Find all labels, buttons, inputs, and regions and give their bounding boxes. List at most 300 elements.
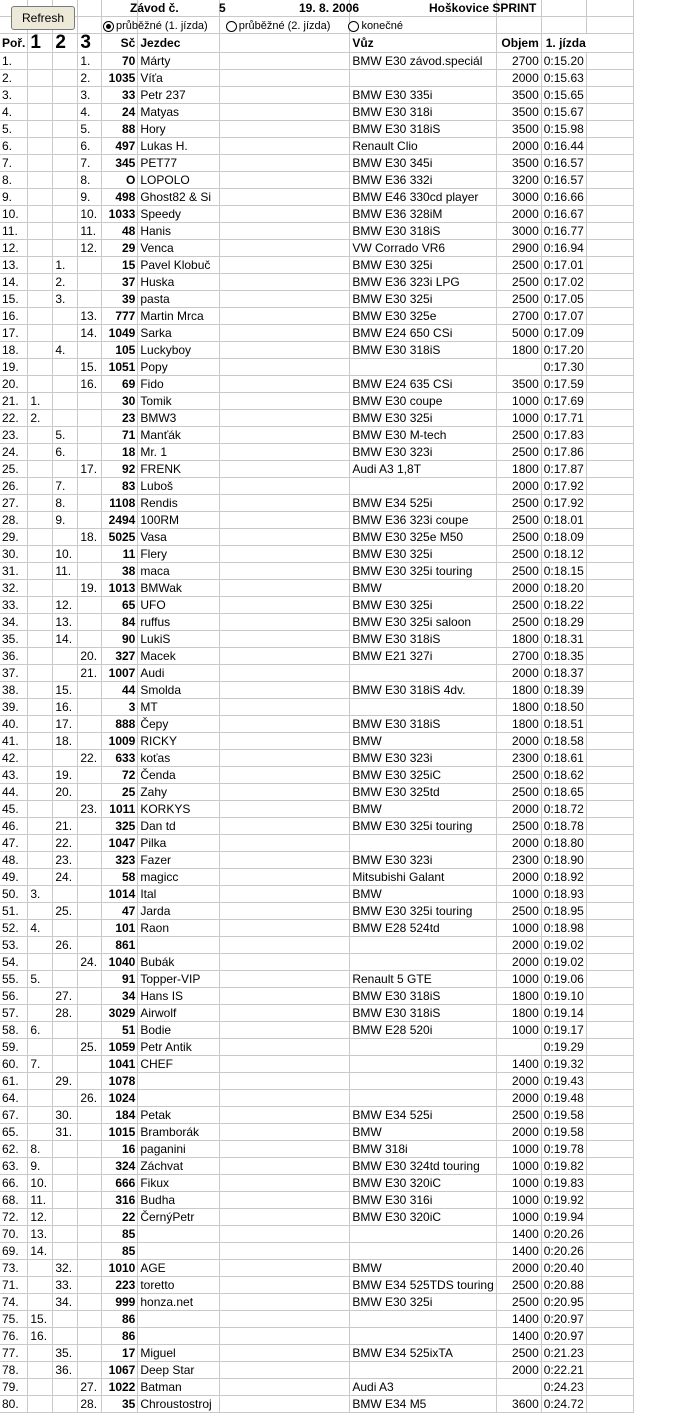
cell-driver: Bubák <box>138 954 220 971</box>
table-row <box>0 1124 633 1141</box>
cell-class1-rank <box>28 903 53 920</box>
cell-run1-time: 0:17.02 <box>541 274 586 291</box>
radio-run2[interactable] <box>226 18 331 34</box>
cell-engine-volume: 2500 <box>496 1345 541 1362</box>
cell-start-number: 3029 <box>102 1005 138 1022</box>
cell-spacer <box>220 1396 350 1413</box>
cell-class1-rank: 1. <box>28 393 53 410</box>
cell-class1-rank <box>28 172 53 189</box>
radio-checked-icon <box>103 21 114 32</box>
col-header-class-3: 3 <box>78 34 102 53</box>
cell-engine-volume: 1400 <box>496 1056 541 1073</box>
cell-class2-rank: 33. <box>53 1277 78 1294</box>
table-row <box>0 954 633 971</box>
cell-class3-rank: 22. <box>78 750 102 767</box>
cell-engine-volume: 2000 <box>496 1362 541 1379</box>
cell-class2-rank: 18. <box>53 733 78 750</box>
cell-position: 74. <box>0 1294 28 1311</box>
cell-position: 63. <box>0 1158 28 1175</box>
table-row <box>0 1294 633 1311</box>
table-row <box>0 869 633 886</box>
cell-driver: pasta <box>138 291 220 308</box>
cell-class3-rank <box>78 1311 102 1328</box>
cell-empty <box>586 597 633 614</box>
cell-engine-volume: 2000 <box>496 801 541 818</box>
cell-class1-rank <box>28 461 53 478</box>
cell-start-number: 105 <box>102 342 138 359</box>
cell-car <box>350 70 496 87</box>
cell-position: 29. <box>0 529 28 546</box>
cell-empty <box>586 835 633 852</box>
cell-spacer <box>220 53 350 70</box>
cell-class2-rank: 35. <box>53 1345 78 1362</box>
cell-driver: MT <box>138 699 220 716</box>
cell-spacer <box>220 784 350 801</box>
cell-class2-rank <box>53 410 78 427</box>
cell-class1-rank <box>28 206 53 223</box>
cell-run1-time: 0:16.57 <box>541 155 586 172</box>
cell-empty <box>586 1022 633 1039</box>
cell-start-number: 92 <box>102 461 138 478</box>
table-row <box>0 478 633 495</box>
cell-class2-rank: 31. <box>53 1124 78 1141</box>
cell-spacer <box>220 70 350 87</box>
cell-driver: Audi <box>138 665 220 682</box>
cell-driver <box>138 1328 220 1345</box>
cell-start-number: 1078 <box>102 1073 138 1090</box>
col-header-jizda: 1. jízda <box>541 34 633 53</box>
cell-class3-rank: 17. <box>78 461 102 478</box>
cell-engine-volume: 1000 <box>496 971 541 988</box>
cell-class3-rank: 1. <box>78 53 102 70</box>
cell-class1-rank <box>28 1090 53 1107</box>
cell-class1-rank <box>28 1039 53 1056</box>
cell-class1-rank: 11. <box>28 1192 53 1209</box>
cell-car: BMW E30 325i <box>350 257 496 274</box>
cell-car: BMW E30 325e <box>350 308 496 325</box>
cell-spacer <box>220 257 350 274</box>
cell-class1-rank <box>28 53 53 70</box>
table-row <box>0 835 633 852</box>
cell-spacer <box>220 1345 350 1362</box>
cell-position: 4. <box>0 104 28 121</box>
cell-car: BMW <box>350 801 496 818</box>
cell-car: Renault Clio <box>350 138 496 155</box>
cell-engine-volume: 2500 <box>496 427 541 444</box>
cell-empty <box>586 478 633 495</box>
cell-class3-rank <box>78 410 102 427</box>
cell-car: BMW E34 525i <box>350 1107 496 1124</box>
cell-empty <box>586 546 633 563</box>
cell-empty <box>586 189 633 206</box>
cell-position: 54. <box>0 954 28 971</box>
cell-class2-rank: 16. <box>53 699 78 716</box>
cell-class1-rank <box>28 444 53 461</box>
cell-car: BMW E30 325i <box>350 291 496 308</box>
cell-car: BMW E30 323i <box>350 852 496 869</box>
cell-spacer <box>220 121 350 138</box>
cell-position: 33. <box>0 597 28 614</box>
cell-empty <box>586 767 633 784</box>
cell-driver: LukiS <box>138 631 220 648</box>
cell-driver: paganini <box>138 1141 220 1158</box>
cell-position: 38. <box>0 682 28 699</box>
cell-class3-rank: 21. <box>78 665 102 682</box>
cell-class2-rank <box>53 87 78 104</box>
cell-class2-rank: 23. <box>53 852 78 869</box>
cell-class1-rank: 13. <box>28 1226 53 1243</box>
cell-run1-time: 0:19.32 <box>541 1056 586 1073</box>
cell-car <box>350 359 496 376</box>
cell-start-number: 497 <box>102 138 138 155</box>
table-row <box>0 257 633 274</box>
cell-spacer <box>220 274 350 291</box>
cell-class1-rank <box>28 580 53 597</box>
cell-run1-time: 0:19.17 <box>541 1022 586 1039</box>
refresh-button[interactable]: Refresh <box>11 6 75 30</box>
table-row <box>0 1379 633 1396</box>
cell-empty <box>586 1107 633 1124</box>
cell-class1-rank <box>28 1107 53 1124</box>
cell-class2-rank: 22. <box>53 835 78 852</box>
cell-position: 72. <box>0 1209 28 1226</box>
table-row <box>0 1192 633 1209</box>
cell-run1-time: 0:18.01 <box>541 512 586 529</box>
cell-class1-rank <box>28 750 53 767</box>
cell-empty <box>586 121 633 138</box>
cell-engine-volume: 2000 <box>496 954 541 971</box>
cell-empty <box>586 1277 633 1294</box>
cell-empty <box>586 410 633 427</box>
race-label: Závod č. <box>130 1 179 15</box>
cell-empty <box>586 376 633 393</box>
cell-class1-rank <box>28 138 53 155</box>
cell-empty <box>586 1328 633 1345</box>
cell-engine-volume: 1000 <box>496 1022 541 1039</box>
table-row <box>0 138 633 155</box>
cell-engine-volume: 1000 <box>496 393 541 410</box>
cell-car: BMW E36 323i LPG <box>350 274 496 291</box>
cell-class3-rank <box>78 563 102 580</box>
cell-run1-time: 0:18.93 <box>541 886 586 903</box>
cell-empty <box>586 903 633 920</box>
cell-class2-rank: 15. <box>53 682 78 699</box>
table-row <box>0 818 633 835</box>
cell-empty <box>586 1073 633 1090</box>
cell-class3-rank <box>78 1175 102 1192</box>
cell-class1-rank <box>28 665 53 682</box>
cell-run1-time: 0:17.20 <box>541 342 586 359</box>
cell-empty <box>586 784 633 801</box>
table-row <box>0 1277 633 1294</box>
cell-start-number: 91 <box>102 971 138 988</box>
cell-class2-rank <box>53 648 78 665</box>
cell-car <box>350 1073 496 1090</box>
cell-empty <box>586 257 633 274</box>
table-row <box>0 495 633 512</box>
cell-driver <box>138 1243 220 1260</box>
cell-class3-rank: 11. <box>78 223 102 240</box>
cell-engine-volume: 1000 <box>496 1158 541 1175</box>
cell-position: 6. <box>0 138 28 155</box>
cell-position: 64. <box>0 1090 28 1107</box>
cell-position: 14. <box>0 274 28 291</box>
cell-start-number: 71 <box>102 427 138 444</box>
cell-car: BMW E21 327i <box>350 648 496 665</box>
cell-engine-volume: 2500 <box>496 818 541 835</box>
cell-run1-time: 0:18.15 <box>541 563 586 580</box>
cell-run1-time: 0:24.72 <box>541 1396 586 1413</box>
cell-run1-time: 0:18.39 <box>541 682 586 699</box>
cell-car: BMW 318i <box>350 1141 496 1158</box>
cell-driver: Luckyboy <box>138 342 220 359</box>
cell-run1-time: 0:15.65 <box>541 87 586 104</box>
cell-engine-volume: 3500 <box>496 121 541 138</box>
cell-run1-time: 0:22.21 <box>541 1362 586 1379</box>
cell-start-number: 1007 <box>102 665 138 682</box>
cell-class1-rank <box>28 682 53 699</box>
cell-run1-time: 0:18.95 <box>541 903 586 920</box>
cell-engine-volume: 3500 <box>496 87 541 104</box>
cell-class2-rank <box>53 1192 78 1209</box>
cell-spacer <box>220 1226 350 1243</box>
cell-car: BMW E30 325i saloon <box>350 614 496 631</box>
cell-run1-time: 0:19.02 <box>541 937 586 954</box>
cell-run1-time: 0:17.87 <box>541 461 586 478</box>
cell-run1-time: 0:19.92 <box>541 1192 586 1209</box>
cell-position: 69. <box>0 1243 28 1260</box>
cell-empty <box>586 1056 633 1073</box>
cell-driver: Petak <box>138 1107 220 1124</box>
cell-run1-time: 0:19.29 <box>541 1039 586 1056</box>
cell-class1-rank <box>28 1294 53 1311</box>
cell-start-number: 84 <box>102 614 138 631</box>
cell-spacer <box>220 1158 350 1175</box>
table-row <box>0 342 633 359</box>
cell-class3-rank <box>78 478 102 495</box>
cell-class1-rank: 8. <box>28 1141 53 1158</box>
cell-start-number: 37 <box>102 274 138 291</box>
cell-spacer <box>220 1311 350 1328</box>
cell-start-number: 24 <box>102 104 138 121</box>
cell-spacer <box>220 869 350 886</box>
cell-spacer <box>220 1107 350 1124</box>
cell-run1-time: 0:17.69 <box>541 393 586 410</box>
cell-car <box>350 835 496 852</box>
table-row <box>0 648 633 665</box>
col-header-sc: Sč <box>102 34 138 53</box>
cell-start-number: 1015 <box>102 1124 138 1141</box>
cell-run1-time: 0:19.78 <box>541 1141 586 1158</box>
cell-engine-volume: 1800 <box>496 716 541 733</box>
cell-start-number: 324 <box>102 1158 138 1175</box>
cell-class3-rank <box>78 512 102 529</box>
cell-spacer <box>220 495 350 512</box>
cell-empty <box>586 1192 633 1209</box>
cell-driver: Čenda <box>138 767 220 784</box>
cell-run1-time: 0:20.26 <box>541 1226 586 1243</box>
table-row <box>0 104 633 121</box>
cell-class3-rank <box>78 1022 102 1039</box>
cell-run1-time: 0:18.50 <box>541 699 586 716</box>
table-row <box>0 767 633 784</box>
cell-class2-rank <box>53 240 78 257</box>
cell-engine-volume: 2500 <box>496 784 541 801</box>
cell-empty <box>586 359 633 376</box>
cell-position: 79. <box>0 1379 28 1396</box>
cell-class1-rank <box>28 121 53 138</box>
cell-class2-rank <box>53 104 78 121</box>
cell-class2-rank: 10. <box>53 546 78 563</box>
cell-class3-rank <box>78 920 102 937</box>
cell-class1-rank <box>28 852 53 869</box>
cell-spacer <box>220 529 350 546</box>
cell-car: BMW E28 520i <box>350 1022 496 1039</box>
table-row <box>0 393 633 410</box>
cell-start-number: 1013 <box>102 580 138 597</box>
cell-position: 31. <box>0 563 28 580</box>
radio-final[interactable] <box>348 18 403 34</box>
cell-start-number: 90 <box>102 631 138 648</box>
cell-engine-volume: 2500 <box>496 546 541 563</box>
cell-class1-rank <box>28 376 53 393</box>
cell-start-number: 1022 <box>102 1379 138 1396</box>
cell-start-number: 2494 <box>102 512 138 529</box>
cell-spacer <box>220 801 350 818</box>
cell-engine-volume: 2000 <box>496 206 541 223</box>
cell-class1-rank <box>28 835 53 852</box>
cell-car: BMW E30 318iS <box>350 342 496 359</box>
table-row <box>0 1175 633 1192</box>
cell-run1-time: 0:18.58 <box>541 733 586 750</box>
cell-engine-volume: 1000 <box>496 1192 541 1209</box>
race-date: 19. 8. 2006 <box>299 1 360 15</box>
cell-start-number: 498 <box>102 189 138 206</box>
cell-start-number: 11 <box>102 546 138 563</box>
cell-empty <box>586 342 633 359</box>
cell-class3-rank: 27. <box>78 1379 102 1396</box>
cell-class3-rank: 24. <box>78 954 102 971</box>
cell-class3-rank <box>78 852 102 869</box>
cell-class2-rank <box>53 665 78 682</box>
table-row <box>0 1107 633 1124</box>
cell-engine-volume: 2700 <box>496 53 541 70</box>
cell-class2-rank <box>53 189 78 206</box>
cell-driver: Víťa <box>138 70 220 87</box>
cell-position: 75. <box>0 1311 28 1328</box>
cell-class1-rank: 4. <box>28 920 53 937</box>
table-row <box>0 563 633 580</box>
cell-start-number: 1009 <box>102 733 138 750</box>
table-row <box>0 1090 633 1107</box>
cell-class1-rank <box>28 1379 53 1396</box>
cell-engine-volume: 2000 <box>496 70 541 87</box>
table-row <box>0 240 633 257</box>
cell-empty <box>586 155 633 172</box>
cell-spacer <box>220 1124 350 1141</box>
cell-run1-time: 0:20.26 <box>541 1243 586 1260</box>
cell-engine-volume: 3000 <box>496 189 541 206</box>
cell-class1-rank <box>28 546 53 563</box>
cell-spacer <box>220 1073 350 1090</box>
cell-class1-rank <box>28 716 53 733</box>
cell-class2-rank <box>53 971 78 988</box>
cell-empty <box>586 1175 633 1192</box>
cell-class3-rank: 2. <box>78 70 102 87</box>
cell-class2-rank <box>53 1328 78 1345</box>
table-row <box>0 852 633 869</box>
cell-class3-rank <box>78 818 102 835</box>
cell-position: 49. <box>0 869 28 886</box>
cell-class3-rank: 16. <box>78 376 102 393</box>
cell-class1-rank <box>28 1362 53 1379</box>
cell-run1-time: 0:18.31 <box>541 631 586 648</box>
cell-driver: Hanis <box>138 223 220 240</box>
cell-engine-volume: 2500 <box>496 563 541 580</box>
cell-car: BMW E30 325td <box>350 784 496 801</box>
cell-empty <box>586 886 633 903</box>
cell-position: 42. <box>0 750 28 767</box>
cell-class3-rank: 13. <box>78 308 102 325</box>
cell-class3-rank <box>78 784 102 801</box>
cell-empty <box>586 308 633 325</box>
cell-spacer <box>220 138 350 155</box>
radio-run1[interactable] <box>103 18 208 34</box>
table-row <box>0 121 633 138</box>
cell-position: 30. <box>0 546 28 563</box>
cell-driver: LOPOLO <box>138 172 220 189</box>
cell-position: 70. <box>0 1226 28 1243</box>
cell-class1-rank: 5. <box>28 971 53 988</box>
cell-start-number: 18 <box>102 444 138 461</box>
cell-class2-rank: 34. <box>53 1294 78 1311</box>
cell-spacer <box>220 104 350 121</box>
cell-start-number: 29 <box>102 240 138 257</box>
cell-run1-time: 0:17.05 <box>541 291 586 308</box>
cell-driver: Airwolf <box>138 1005 220 1022</box>
table-row <box>0 1243 633 1260</box>
cell-class1-rank <box>28 699 53 716</box>
cell-class1-rank <box>28 257 53 274</box>
cell-start-number: 33 <box>102 87 138 104</box>
cell-car: BMW E30 325i <box>350 410 496 427</box>
cell-class3-rank <box>78 444 102 461</box>
cell-run1-time: 0:17.83 <box>541 427 586 444</box>
cell-class1-rank <box>28 104 53 121</box>
cell-class3-rank <box>78 274 102 291</box>
table-row <box>0 427 633 444</box>
cell-position: 77. <box>0 1345 28 1362</box>
cell-engine-volume: 2000 <box>496 1090 541 1107</box>
cell-spacer <box>220 563 350 580</box>
cell-class3-rank <box>78 495 102 512</box>
cell-position: 78. <box>0 1362 28 1379</box>
table-row <box>0 376 633 393</box>
cell-class1-rank <box>28 1345 53 1362</box>
cell-class1-rank <box>28 240 53 257</box>
cell-position: 57. <box>0 1005 28 1022</box>
cell-class2-rank <box>53 1209 78 1226</box>
cell-start-number: 777 <box>102 308 138 325</box>
cell-position: 32. <box>0 580 28 597</box>
cell-spacer <box>220 325 350 342</box>
cell-start-number: 888 <box>102 716 138 733</box>
cell-empty <box>586 223 633 240</box>
radio-unchecked-icon <box>226 21 237 32</box>
cell-class2-rank <box>53 1311 78 1328</box>
cell-class2-rank: 8. <box>53 495 78 512</box>
table-row <box>0 189 633 206</box>
